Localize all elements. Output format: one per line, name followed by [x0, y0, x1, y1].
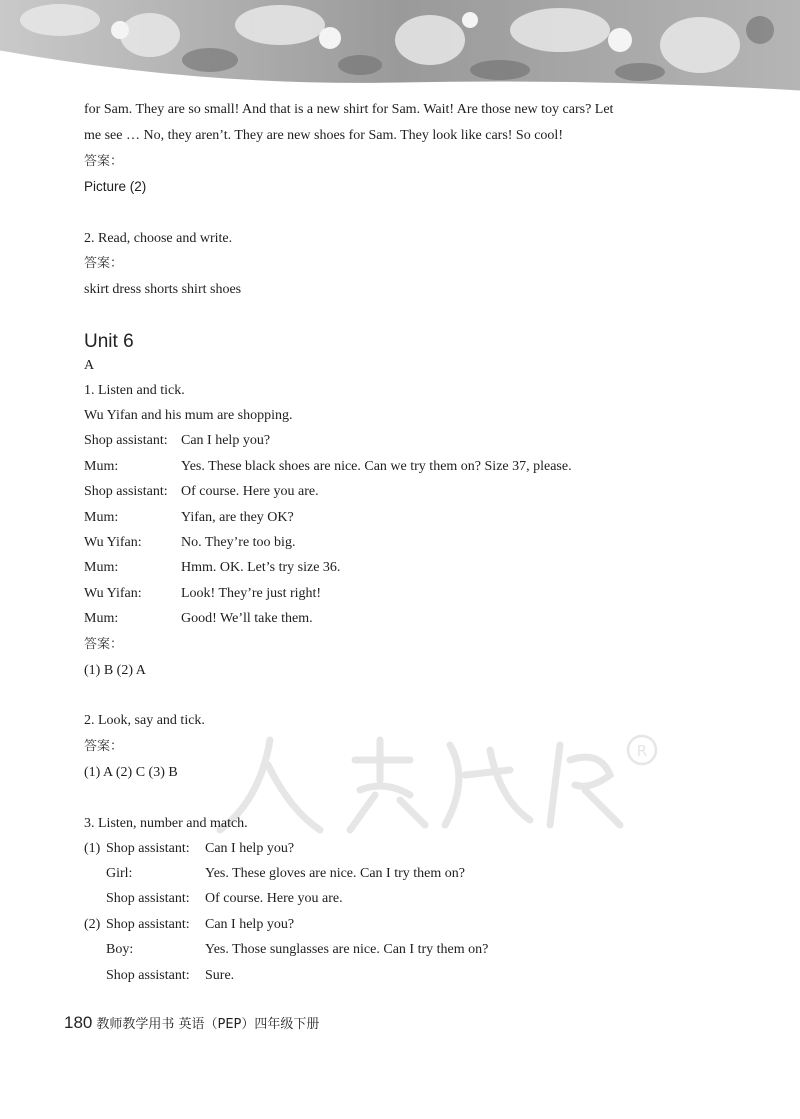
dialogue-text: Of course. Here you are. — [205, 891, 343, 906]
dialogue-text: Yes. Those sunglasses are nice. Can I try them on? — [205, 942, 489, 957]
dialogue-number: (1) — [84, 841, 101, 856]
dialogue-line — [84, 915, 294, 935]
unit-title: Unit 6 — [84, 331, 134, 352]
answer-text: (1) B (2) A — [84, 663, 146, 678]
speaker-name: Mum: — [84, 560, 119, 575]
header-banner — [0, 0, 800, 95]
dialogue-line — [106, 889, 343, 909]
page-footer — [64, 1013, 319, 1033]
answer-label: 答案： — [84, 256, 124, 271]
dialogue-line — [84, 533, 295, 553]
intro-line-2: me see … No, they aren’t. They are new shoes for Sam. They look like cars! So cool! — [84, 128, 563, 143]
book-title: 教师教学用书 英语（PEP）四年级下册 — [96, 1017, 320, 1032]
dialogue-text: Can I help you? — [205, 917, 295, 932]
dialogue-text: Yes. These black shoes are nice. Can we try them on? Size 37, please. — [181, 459, 572, 474]
dialogue-text: No. They’re too big. — [181, 535, 296, 550]
answer-label: 答案： — [84, 739, 124, 754]
dialogue-line — [106, 864, 465, 884]
section-label: A — [84, 358, 95, 373]
dialogue-line — [84, 508, 294, 528]
dialogue-line — [84, 482, 319, 502]
answer-text: skirt dress shorts shirt shoes — [84, 282, 242, 297]
dialogue-text: Can I help you? — [205, 841, 295, 856]
speaker-name: Shop assistant: — [106, 968, 190, 983]
answer-text: (1) A (2) C (3) B — [84, 765, 178, 780]
dialogue-line — [84, 431, 270, 451]
floral-banner-image — [0, 0, 800, 95]
publisher-watermark — [210, 720, 670, 840]
dialogue-line — [84, 558, 340, 578]
speaker-name: Shop assistant: — [84, 484, 168, 499]
exercise-title: 2. Look, say and tick. — [84, 713, 205, 728]
intro-line-1: for Sam. They are so small! And that is a new shirt for Sam. Wait! Are those new toy cars? Let — [84, 102, 614, 117]
dialogue-number: (2) — [84, 917, 101, 932]
dialogue-line — [84, 839, 294, 859]
dialogue-line — [84, 609, 313, 629]
dialogue-line — [84, 457, 572, 477]
dialogue-text: Of course. Here you are. — [181, 484, 319, 499]
dialogue-line — [84, 584, 321, 604]
dialogue-text: Look! They’re just right! — [181, 586, 322, 601]
exercise-title: 2. Read, choose and write. — [84, 231, 233, 246]
speaker-name: Mum: — [84, 459, 119, 474]
exercise-title: 1. Listen and tick. — [84, 383, 185, 398]
speaker-name: Shop assistant: — [106, 891, 190, 906]
speaker-name: Shop assistant: — [106, 917, 190, 932]
svg-text:R: R — [636, 742, 648, 760]
speaker-name: Shop assistant: — [106, 841, 190, 856]
exercise-title: 3. Listen, number and match. — [84, 816, 248, 831]
watermark-logo-icon — [210, 720, 670, 840]
dialogue-text: Good! We’ll take them. — [181, 611, 313, 626]
answer-label: 答案： — [84, 154, 124, 169]
dialogue-line — [106, 940, 488, 960]
speaker-name: Wu Yifan: — [84, 535, 142, 550]
dialogue-line — [106, 966, 234, 986]
scene-description: Wu Yifan and his mum are shopping. — [84, 408, 293, 423]
speaker-name: Wu Yifan: — [84, 586, 142, 601]
dialogue-text: Sure. — [205, 968, 235, 983]
page-number: 180 — [64, 1013, 93, 1032]
answer-label: 答案： — [84, 637, 124, 652]
dialogue-text: Can I help you? — [181, 433, 271, 448]
speaker-name: Shop assistant: — [84, 433, 168, 448]
dialogue-text: Hmm. OK. Let’s try size 36. — [181, 560, 341, 575]
dialogue-text: Yes. These gloves are nice. Can I try them on? — [205, 866, 465, 881]
dialogue-text: Yifan, are they OK? — [181, 510, 294, 525]
answer-text: Picture (2) — [84, 179, 147, 194]
speaker-name: Mum: — [84, 510, 119, 525]
speaker-name: Mum: — [84, 611, 119, 626]
speaker-name: Girl: — [106, 866, 133, 881]
speaker-name: Boy: — [106, 942, 134, 957]
